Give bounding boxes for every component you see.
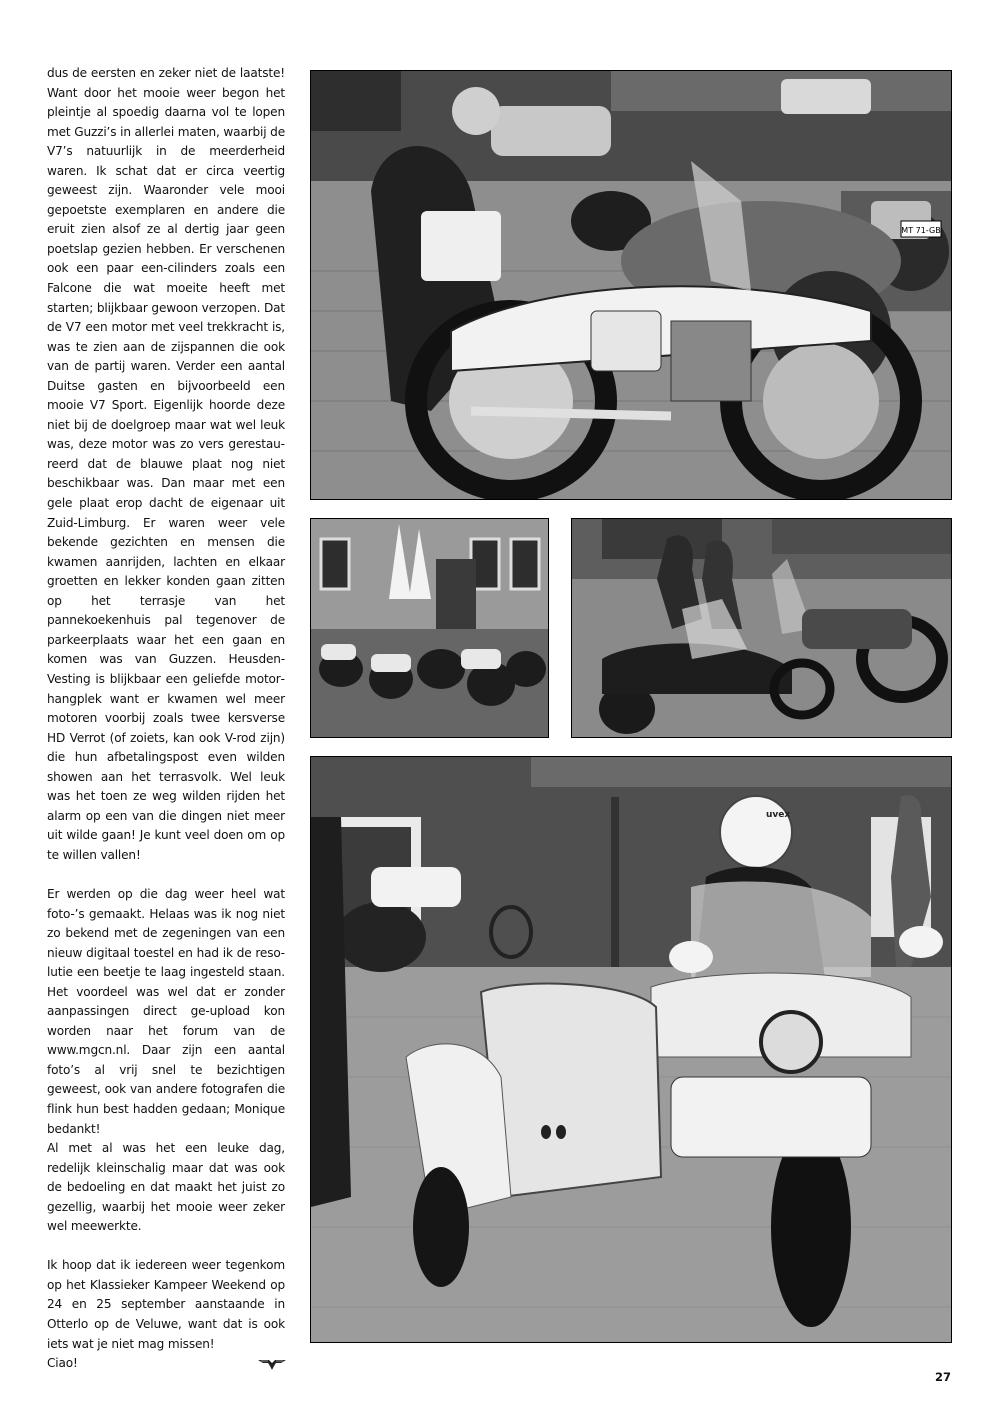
article-text-column [47, 64, 285, 1374]
signoff: Ciao! [47, 1356, 78, 1371]
photo-sidecar-on-square [571, 518, 952, 738]
photo-terrace-motorcycles [310, 518, 549, 738]
article-paragraph: Ik hoop dat ik iedereen weer tegenkom op het Klassieker Kampeer Weekend op 24 en 25 september aanstaande in Otterlo op de Veluwe, want dat is ook iets wat je niet mag missen! [47, 1258, 285, 1351]
photo-rider-white-sidecar [310, 756, 952, 1343]
eagle-logo-icon [257, 1357, 287, 1371]
article-paragraph: Er werden op die dag weer heel wat foto-’s gemaakt. Helaas was ik nog niet zo bekend met de zegeningen van een nieuw digitaal toestel en had ik de resolutie een beetje te laag ingesteld staan. Het voordeel was wel dat er zonder aanpassingen direct ge-upload kon worden naar het forum van de www.mgcn.nl. Daar zijn een aantal foto’s al vrij snel te bezichtigen geweest, ook van andere fotografen die flink hun best hadden gedaan; Monique bedankt! [47, 886, 285, 1136]
article-paragraph: dus de eersten en zeker niet de laatste! Want door het mooie weer begon het pleintje al spoedig daarna vol te lopen met Guzzi’s in allerlei maten, waarbij de V7’s natuurlijk in de meerderheid waren. Ik schat dat er circa veertig geweest zijn. Waaronder vele mooi gepoetste exemplaren en andere die eruit zien alsof ze al dertig jaar geen poetslap gezien hebben. Er verschenen ook een paar een-cilinders zoals een Falcone die wat moeite heeft met starten; blijkbaar gewoon verzopen. Dat de V7 een motor met veel trekkracht is, was te zien aan de zijspannen die ook van de partij waren. Verder een aantal Duitse gasten en bijvoorbeeld een mooie V7 Sport. Eigenlijk hoorde deze niet bij de doelgroep maar wat wel leuk was, deze motor was zo vers gerestaureerd dat de blauwe plaat nog niet beschikbaar was. Dan maar met een gele plaat erop dacht de eigenaar uit Zuid-Limburg. Er waren weer vele bekende gezichten en mensen die kwamen aanrijden, lachten en elkaar groetten en lekker konden gaan zitten op het terrasje van het pannekoekenhuis pal tegenover de parkeerplaats waar het een gaan en komen was van Guzzen. Heusden-Vesting is blijkbaar een geliefde motorhangplek want er kwamen wel meer motoren voorbij zoals twee kersverse HD Verrot (of zoiets, kan ook V-rod zijn) die hun afbetalingspost even wilden showen aan het terrasvolk. Wel leuk was het toen ze weg wilden rijden het alarm op een van die dingen niet meer uit wilde gaan! Je kunt veel doen om op te willen vallen! [47, 66, 285, 862]
license-plate: MT 71-GB [901, 226, 941, 235]
helmet-brand: uvex [766, 810, 791, 820]
page-number: 27 [934, 1370, 951, 1384]
article-paragraph: Al met al was het een leuke dag, redelijk kleinschalig maar dat was ook de bedoeling en dat maakt het juist zo gezellig, waarbij het mooie weer zeker wel meewerkte. [47, 1141, 285, 1234]
signoff-row [47, 1354, 285, 1374]
photo-man-with-guzzi [310, 70, 952, 500]
